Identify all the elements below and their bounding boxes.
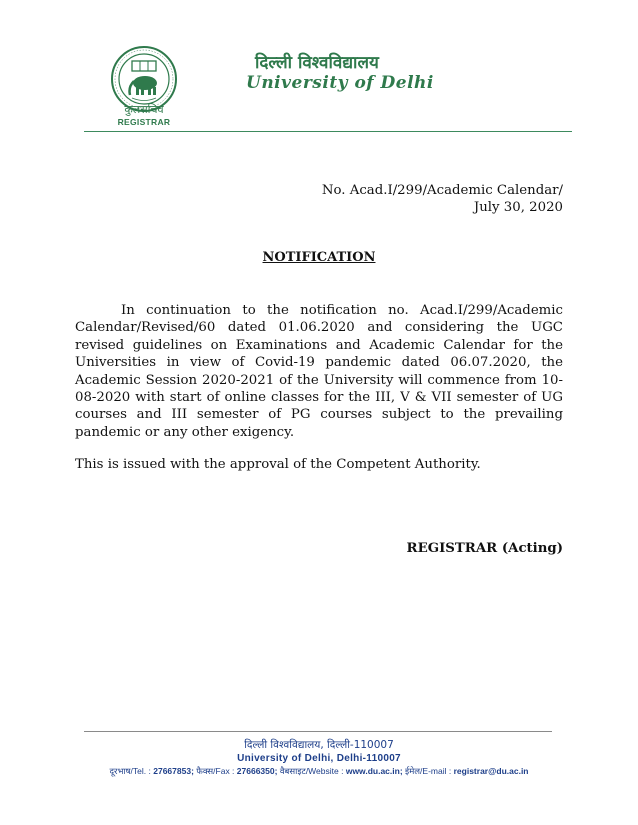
reference-date: July 30, 2020 [473,200,563,215]
reference-number: No. Acad.I/299/Academic Calendar/ [321,183,563,198]
website-link[interactable]: www.du.ac.in; [345,766,403,776]
fax-label: फैक्स/Fax : [196,766,235,776]
university-name-hindi: दिल्ली विश्वविद्यालय [255,53,379,73]
website-label: वैबसाइट/Website : [279,766,344,776]
letterhead [0,0,638,140]
signatory: REGISTRAR (Acting) [406,541,563,556]
approval-statement: This is issued with the approval of the Competent Authority. [75,457,481,472]
notification-body-paragraph: In continuation to the notification no. Acad.I/299/Academic Calendar/Revised/60 dated 01.06.2020 and considering the UGC revised guidelines on Examinations and Academic Calendar for the Universities in view of Covid-19 pandemic dated 06.07.2020, the Academic Session 2020-2021 of the University will commence from 10-08-2020 with start of online classes for the III, V & VII semester of UG courses and III semester of PG courses subject to the prevailing pandemic or any other exigency. [75,303,563,440]
footer-divider [84,731,552,732]
university-name-english: University of Delhi [246,73,434,93]
seal-hindi-label: कुलसचिव [124,103,164,116]
notification-title: NOTIFICATION [262,250,376,265]
tel-number: 27667853; [153,766,194,776]
reference-block [322,182,563,216]
footer [0,738,638,778]
email-link[interactable]: registrar@du.ac.in [453,766,529,776]
email-label: ईमेल/E-mail : [405,766,452,776]
letterhead-divider [84,131,572,132]
fax-number: 27666350; [236,766,278,776]
footer-contact-line [0,765,638,778]
tel-label: दूरभाष/Tel. : [109,766,151,776]
seal-english-label: REGISTRAR [117,117,171,127]
footer-address-hindi: दिल्ली विश्वविद्यालय, दिल्ली-110007 [244,739,394,751]
footer-address-english: University of Delhi, Delhi-110007 [237,753,401,764]
